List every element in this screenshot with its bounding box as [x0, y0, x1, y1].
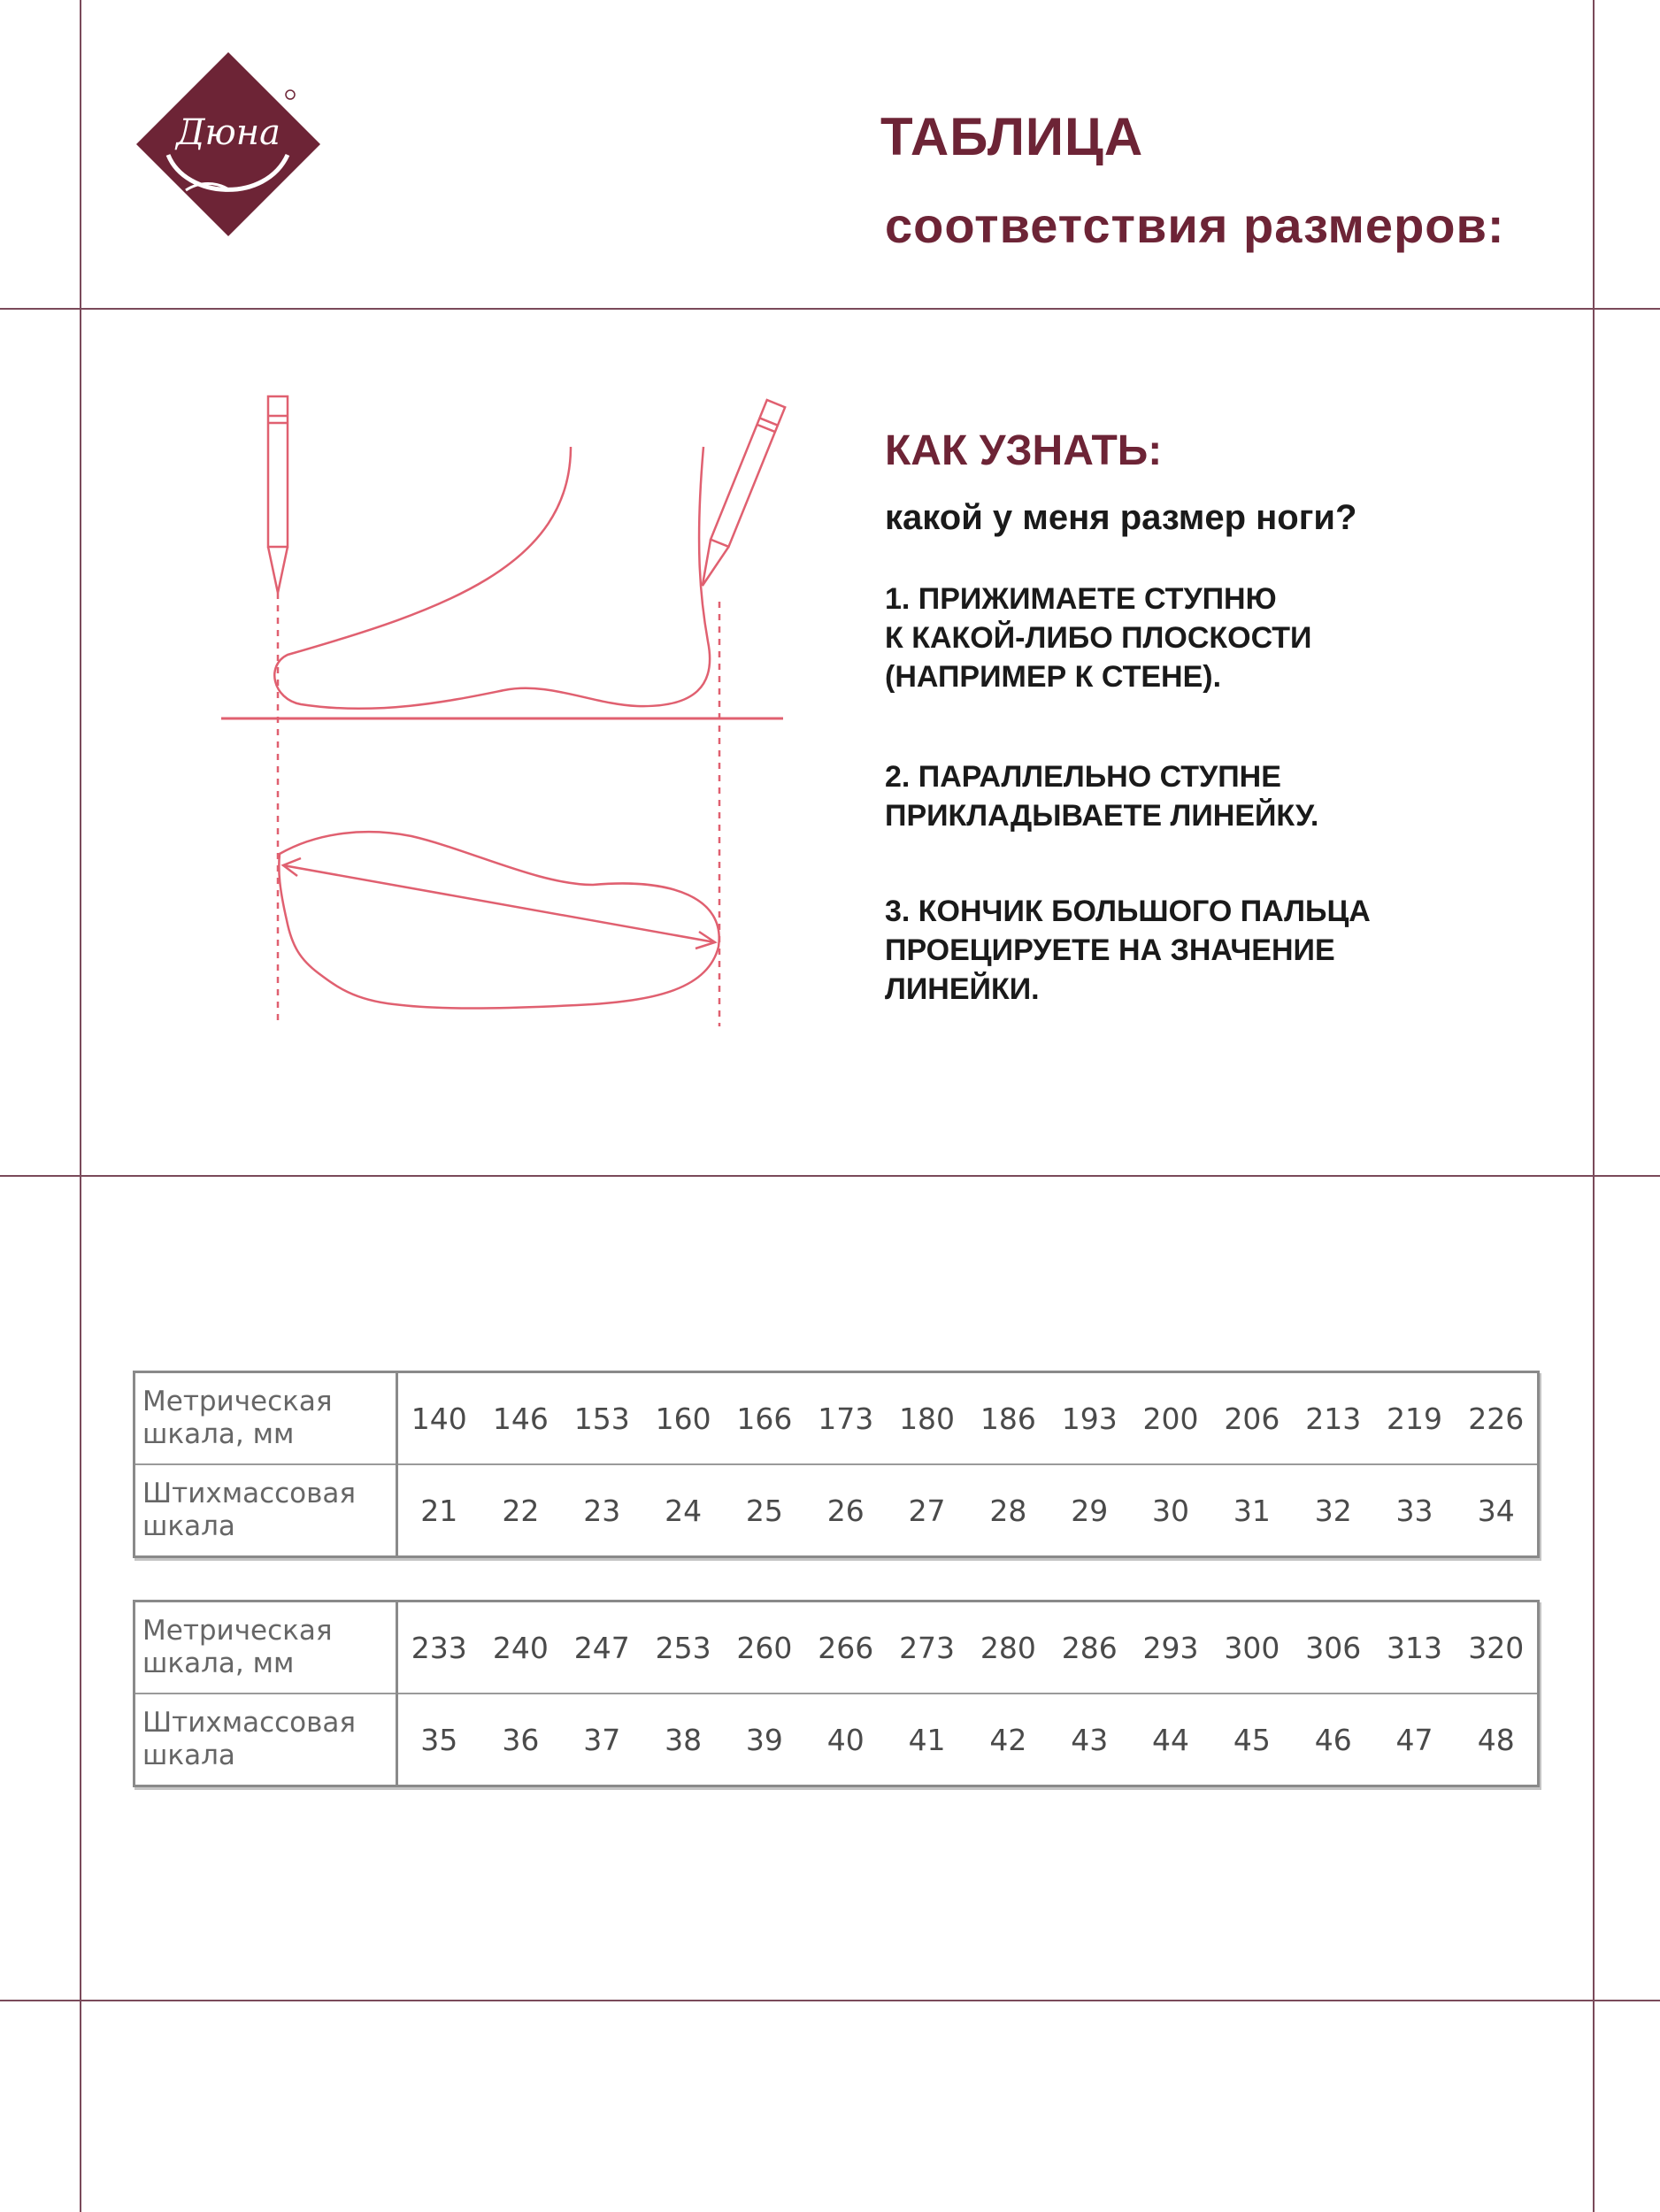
- measure-arrow: [283, 865, 715, 942]
- metric-cell: 180: [899, 1401, 956, 1436]
- metric-cell: 219: [1387, 1401, 1443, 1436]
- stich-cell: 40: [805, 1694, 887, 1786]
- stich-cell: 42: [967, 1694, 1049, 1786]
- foot-top-outline: [279, 832, 719, 1008]
- size-table-2: [133, 1600, 1540, 1787]
- metric-cell: 313: [1387, 1630, 1443, 1665]
- stich-cell: 21: [397, 1464, 480, 1557]
- stich-cell: 32: [1293, 1464, 1374, 1557]
- metric-cell: 200: [1142, 1401, 1199, 1436]
- metric-cell: 146: [492, 1401, 549, 1436]
- row-header-metric: Метрическая шкала, мм: [134, 1372, 397, 1465]
- metric-cell: 153: [573, 1401, 630, 1436]
- metric-cell: 273: [899, 1630, 956, 1665]
- table-row-stich: [134, 1694, 1539, 1786]
- stich-cell: 33: [1374, 1464, 1456, 1557]
- step-line: К КАКОЙ-ЛИБО ПЛОСКОСТИ: [885, 621, 1312, 655]
- stich-cell: 44: [1130, 1694, 1211, 1786]
- stich-cell: 36: [480, 1694, 562, 1786]
- metric-cell: 300: [1224, 1630, 1280, 1665]
- step-line: ПРИКЛАДЫВАЕТЕ ЛИНЕЙКУ.: [885, 799, 1319, 833]
- step-line: ЛИНЕЙКИ.: [885, 972, 1040, 1006]
- metric-cell: 166: [736, 1401, 793, 1436]
- stich-cell: 25: [724, 1464, 805, 1557]
- stich-cell: 45: [1211, 1694, 1293, 1786]
- stich-cell: 43: [1049, 1694, 1130, 1786]
- guide-line-middle: [0, 1175, 1660, 1177]
- stich-cell: 38: [642, 1694, 724, 1786]
- brand-logo: [133, 49, 324, 240]
- metric-cell: 173: [818, 1401, 874, 1436]
- metric-cell: 293: [1142, 1630, 1199, 1665]
- table-row-metric: [134, 1372, 1539, 1465]
- foot-measure-illustration: [177, 336, 823, 1062]
- stich-cell: 26: [805, 1464, 887, 1557]
- step-line: ПРОЕЦИРУЕТЕ НА ЗНАЧЕНИЕ: [885, 933, 1335, 967]
- step-line: 1. ПРИЖИМАЕТЕ СТУПНЮ: [885, 582, 1277, 616]
- step-line: 2. ПАРАЛЛЕЛЬНО СТУПНЕ: [885, 760, 1281, 794]
- metric-cell: 306: [1305, 1630, 1362, 1665]
- table-row-metric: [134, 1601, 1539, 1694]
- metric-cell: 206: [1224, 1401, 1280, 1436]
- stich-cell: 48: [1455, 1694, 1538, 1786]
- guide-line-top: [0, 308, 1660, 310]
- metric-cell: 320: [1468, 1630, 1525, 1665]
- howto-subtitle: какой у меня размер ноги?: [885, 498, 1357, 537]
- stich-cell: 22: [480, 1464, 562, 1557]
- metric-cell: 160: [655, 1401, 711, 1436]
- metric-cell: 280: [980, 1630, 1036, 1665]
- stich-cell: 24: [642, 1464, 724, 1557]
- stich-cell: 39: [724, 1694, 805, 1786]
- stich-cell: 31: [1211, 1464, 1293, 1557]
- guide-line-bottom: [0, 2000, 1660, 2001]
- stich-cell: 37: [561, 1694, 642, 1786]
- howto-step-3: [885, 892, 1371, 1009]
- metric-cell: 247: [573, 1630, 630, 1665]
- metric-cell: 233: [411, 1630, 467, 1665]
- metric-cell: 286: [1061, 1630, 1118, 1665]
- page-title: ТАБЛИЦА: [880, 107, 1144, 166]
- step-line: 3. КОНЧИК БОЛЬШОГО ПАЛЬЦА: [885, 895, 1371, 928]
- metric-cell: 253: [655, 1630, 711, 1665]
- stich-cell: 35: [397, 1694, 480, 1786]
- metric-cell: 240: [492, 1630, 549, 1665]
- metric-cell: 186: [980, 1401, 1036, 1436]
- stich-cell: 27: [887, 1464, 968, 1557]
- foot-side-outline: [274, 447, 710, 709]
- stich-cell: 34: [1455, 1464, 1538, 1557]
- guide-line-left: [80, 0, 81, 2212]
- stich-cell: 29: [1049, 1464, 1130, 1557]
- step-line: (НАПРИМЕР К СТЕНЕ).: [885, 660, 1222, 694]
- guide-line-right: [1593, 0, 1595, 2212]
- table-row-stich: [134, 1464, 1539, 1557]
- howto-step-2: [885, 757, 1318, 835]
- row-header-metric: Метрическая шкала, мм: [134, 1601, 397, 1694]
- howto-title: КАК УЗНАТЬ:: [885, 427, 1163, 474]
- stich-cell: 23: [561, 1464, 642, 1557]
- row-header-stich: Штихмассовая шкала: [134, 1464, 397, 1557]
- metric-cell: 266: [818, 1630, 874, 1665]
- page-subtitle: соответствия размеров:: [885, 197, 1505, 253]
- stich-cell: 28: [967, 1464, 1049, 1557]
- stich-cell: 46: [1293, 1694, 1374, 1786]
- howto-step-1: [885, 580, 1312, 696]
- pencil-icon: [694, 400, 786, 589]
- metric-cell: 193: [1061, 1401, 1118, 1436]
- stich-cell: 41: [887, 1694, 968, 1786]
- metric-cell: 260: [736, 1630, 793, 1665]
- metric-cell: 226: [1468, 1401, 1525, 1436]
- stich-cell: 30: [1130, 1464, 1211, 1557]
- size-table-1: [133, 1371, 1540, 1558]
- stich-cell: 47: [1374, 1694, 1456, 1786]
- row-header-stich: Штихмассовая шкала: [134, 1694, 397, 1786]
- logo-text: Дюна: [176, 112, 281, 153]
- metric-cell: 213: [1305, 1401, 1362, 1436]
- metric-cell: 140: [411, 1401, 467, 1436]
- pencil-icon: [268, 396, 288, 593]
